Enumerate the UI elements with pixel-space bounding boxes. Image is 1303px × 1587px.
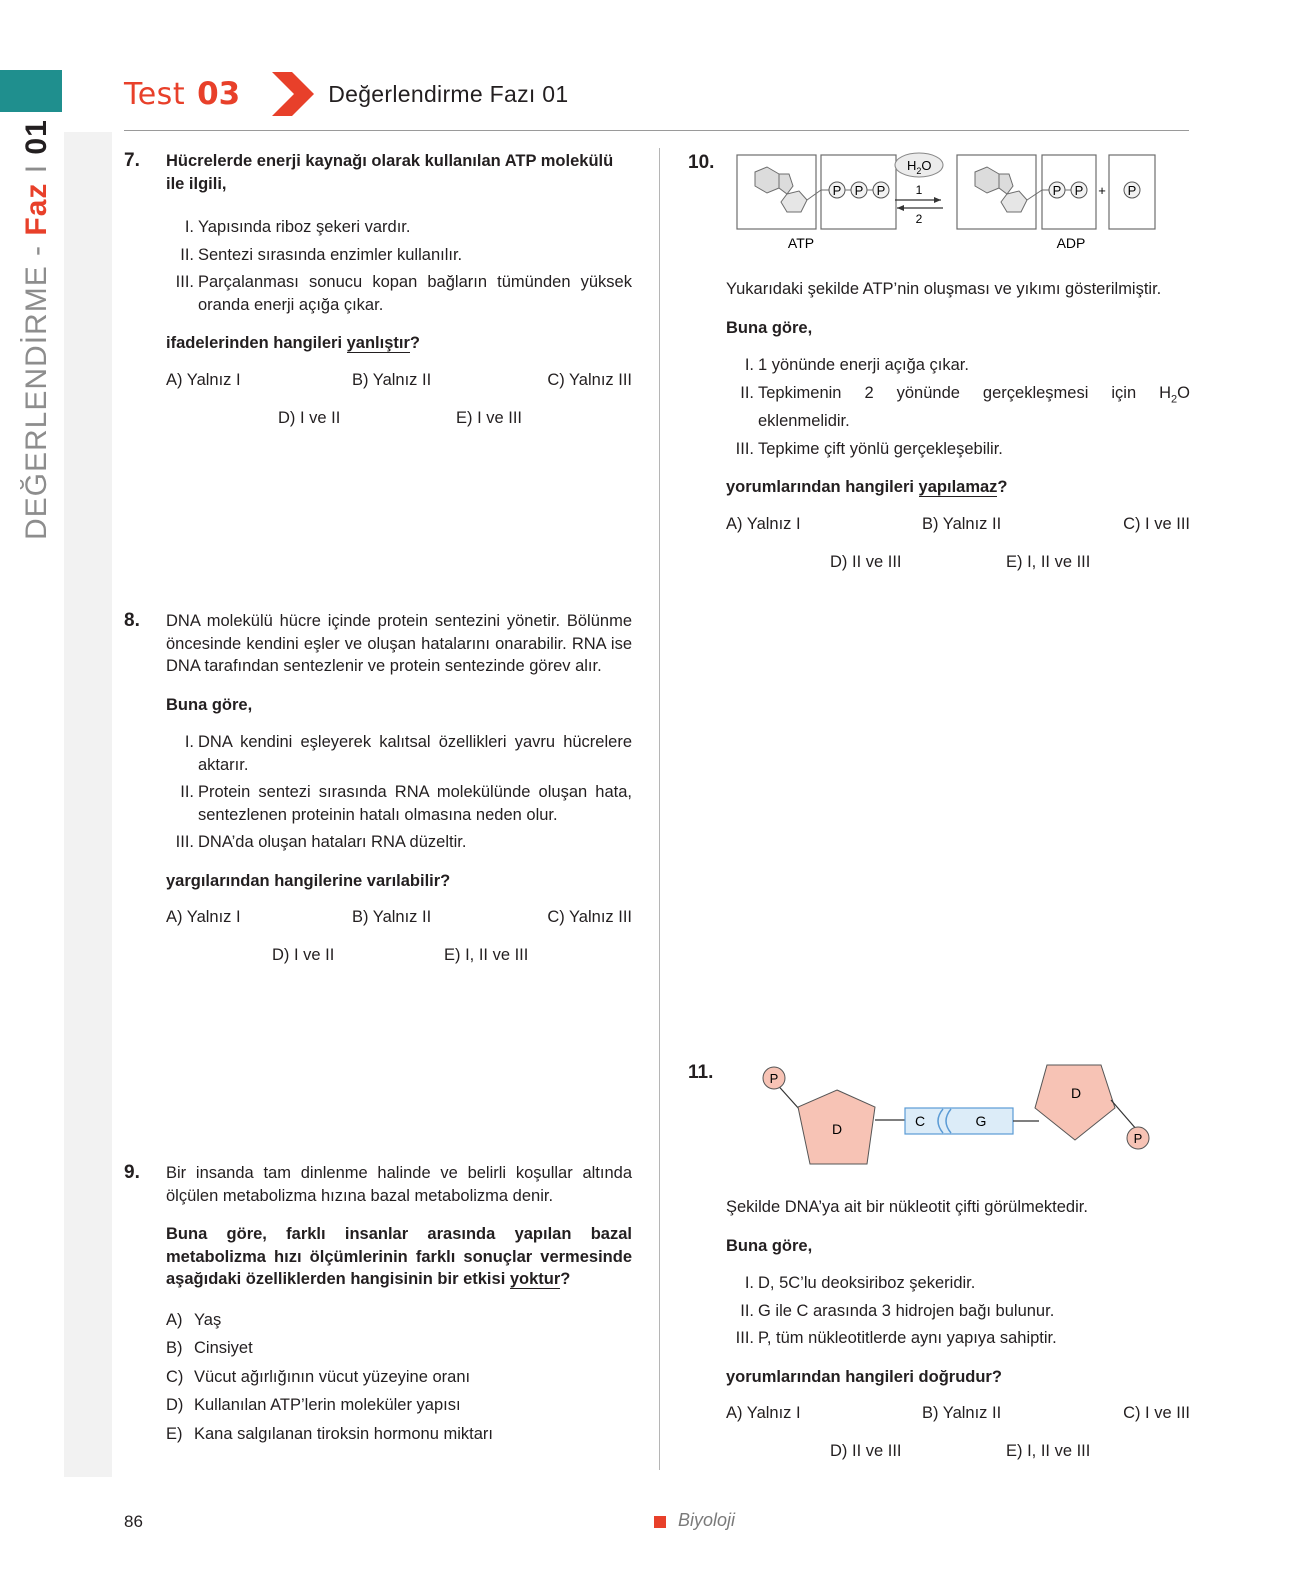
- atp-sugar-box: [737, 155, 816, 229]
- question-10-lead: Buna göre,: [726, 318, 813, 337]
- option-b[interactable]: B) Yalnız II: [352, 908, 432, 926]
- option-d[interactable]: D) Kullanılan ATP’lerin moleküler yapısı: [166, 1396, 461, 1414]
- question-8-number: 8.: [124, 610, 140, 631]
- phosphate-right-label: P: [1133, 1131, 1143, 1146]
- question-11-item-3: III. P, tüm nükleotitlerde aynı yapıya sahiptir.: [735, 1329, 1057, 1347]
- question-8-stem: DNA molekülü hücre içinde protein sentezini yönetir. Bölünme öncesinde kendini eşler ve oluşan hatalarını onarabilir. RNA ise DNA tarafından sentezlenir ve protein sentezinde görev alır.: [166, 612, 632, 675]
- page-title: Değerlendirme Fazı 01: [328, 80, 569, 107]
- option-a[interactable]: A) Yalnız I: [726, 1404, 801, 1422]
- question-7-item-2: II. Sentezi sırasında enzimler kullanılır.: [180, 245, 463, 264]
- option-c[interactable]: C) Yalnız III: [547, 370, 632, 389]
- question-10-stem: Yukarıdaki şekilde ATP’nin oluşması ve yıkımı gösterilmiştir.: [726, 280, 1162, 298]
- question-10-options-row2: [726, 551, 1190, 589]
- option-a[interactable]: A) Yalnız I: [166, 908, 241, 926]
- nucleotide-pair-diagram: [755, 1060, 1155, 1180]
- page-number: 86: [124, 1512, 143, 1531]
- phosphate-left-label: P: [769, 1071, 779, 1086]
- question-11-ask: yorumlarından hangileri doğrudur?: [726, 1367, 1002, 1386]
- option-d[interactable]: D) II ve III: [830, 552, 902, 571]
- question-8-options-row2: [166, 944, 632, 982]
- sidebar-label: DEĞERLENDİRME - Faz I 01: [20, 119, 53, 540]
- question-9-ask: Buna göre, farklı insanlar arasında yapılan bazal metabolizma hızı ölçümlerinin farklı sonuçlar vermesinde aşağıdaki özelliklerden hangisinin bir etkisi yoktur?: [166, 1225, 632, 1288]
- option-e[interactable]: E) I, II ve III: [444, 946, 529, 964]
- option-c[interactable]: C) Vücut ağırlığının vücut yüzeyine oranı: [166, 1367, 471, 1386]
- question-7-options-row2: [166, 407, 632, 445]
- question-11-options-row2: [726, 1440, 1190, 1478]
- question-11: [726, 1196, 1190, 1478]
- phosphate-label: P: [876, 183, 886, 198]
- question-9-stem: Bir insanda tam dinlenme halinde ve belirli koşullar altında ölçülen metabolizma hızına bazal metabolizma denir.: [166, 1164, 632, 1205]
- column-divider: [659, 148, 660, 1470]
- plus-sign: +: [1098, 183, 1106, 198]
- option-b[interactable]: B) Cinsiyet: [166, 1339, 253, 1357]
- guanine-label: G: [975, 1113, 987, 1129]
- question-9: [166, 1162, 632, 1445]
- question-10: [726, 278, 1190, 589]
- question-8-options-row1: [166, 906, 632, 944]
- sugar-right: [1035, 1065, 1115, 1140]
- option-e[interactable]: E) I ve III: [456, 408, 523, 427]
- question-8-ask: yargılarından hangilerine varılabilir?: [166, 871, 451, 890]
- question-8-lead: Buna göre,: [166, 695, 253, 714]
- question-7-ask: ifadelerinden hangileri yanlıştır?: [166, 334, 420, 352]
- option-e[interactable]: E) I, II ve III: [1006, 552, 1091, 571]
- option-a[interactable]: A) Yalnız I: [166, 370, 241, 389]
- option-d[interactable]: D) I ve II: [272, 946, 335, 964]
- question-10-item-2: II. Tepkimenin 2 yönünde gerçekleşmesi için $H_2O$ eklenmelidir.: [740, 383, 1190, 431]
- atp-label: ATP: [787, 235, 815, 251]
- phosphate-label: P: [1074, 183, 1084, 198]
- question-11-item-2: II. G ile C arasında 3 hidrojen bağı bulunur.: [740, 1301, 1055, 1320]
- question-11-stem: Şekilde DNA’ya ait bir nükleotit çifti görülmektedir.: [726, 1198, 1088, 1216]
- sugar-right-label: D: [1070, 1085, 1082, 1101]
- question-8-item-1: I. DNA kendini eşleyerek kalıtsal özellikleri yavru hücrelere aktarır.: [184, 733, 632, 774]
- question-9-number: 9.: [124, 1162, 140, 1183]
- option-b[interactable]: B) Yalnız II: [922, 1404, 1002, 1422]
- question-8: [166, 610, 632, 982]
- option-d[interactable]: D) II ve III: [830, 1442, 902, 1460]
- phosphate-label: P: [832, 183, 842, 198]
- question-8-item-3: III. DNA’da oluşan hataları RNA düzeltir.: [175, 833, 467, 851]
- question-10-ask: yorumlarından hangileri yapılamaz?: [726, 478, 1008, 497]
- option-e[interactable]: E) Kana salgılanan tiroksin hormonu miktarı: [166, 1424, 493, 1443]
- option-a[interactable]: A) Yalnız I: [726, 514, 801, 533]
- option-b[interactable]: B) Yalnız II: [922, 514, 1002, 533]
- header-divider: [124, 130, 1189, 131]
- phosphate-label: P: [854, 183, 864, 198]
- phosphate-label: P: [1052, 183, 1062, 198]
- question-7: [166, 150, 632, 445]
- option-b[interactable]: B) Yalnız II: [352, 370, 432, 389]
- option-c[interactable]: C) I ve III: [1123, 1404, 1190, 1422]
- option-c[interactable]: C) Yalnız III: [547, 908, 632, 926]
- option-e[interactable]: E) I, II ve III: [1006, 1442, 1091, 1460]
- phosphate-bond-right: [1111, 1100, 1137, 1130]
- adp-sugar-box: [957, 155, 1036, 229]
- question-11-lead: Buna göre,: [726, 1236, 813, 1255]
- sugar-left-label: D: [831, 1121, 843, 1137]
- question-10-options-row1: [726, 513, 1190, 551]
- atp-adp-diagram: [735, 150, 1185, 260]
- page-header: [124, 72, 568, 116]
- question-7-item-1: I. Yapısında riboz şekeri vardır.: [184, 218, 411, 236]
- subject-square-icon: [654, 1516, 666, 1528]
- adp-label: ADP: [1056, 235, 1086, 251]
- subject-label: Biyoloji: [678, 1510, 736, 1530]
- question-10-item-1: I. 1 yönünde enerji açığa çıkar.: [744, 356, 969, 374]
- question-11-item-1: I. D, 5C’lu deoksiriboz şekeridir.: [744, 1274, 976, 1292]
- question-7-stem: Hücrelerde enerji kaynağı olarak kullanılan ATP molekülü ile ilgili,: [166, 152, 614, 193]
- option-a[interactable]: A) Yaş: [166, 1310, 222, 1329]
- option-c[interactable]: C) I ve III: [1123, 514, 1190, 533]
- sidebar-strip: [64, 132, 112, 1477]
- direction-1-label: 1: [915, 183, 923, 197]
- water-label: $H_2O$: [907, 158, 932, 176]
- option-d[interactable]: D) I ve II: [278, 408, 341, 427]
- direction-2-label: 2: [915, 212, 923, 226]
- test-label: Test: [124, 76, 186, 112]
- question-7-options-row1: [166, 369, 632, 407]
- question-10-item-3: III. Tepkime çift yönlü gerçekleşebilir.: [735, 439, 1003, 458]
- question-11-options-row1: [726, 1402, 1190, 1440]
- question-7-number: 7.: [124, 150, 140, 171]
- question-8-item-2: II. Protein sentezi sırasında RNA molekülünde oluşan hata, sentezlenen proteinin hatalı olmasına neden olur.: [180, 783, 632, 824]
- cytosine-label: C: [914, 1113, 926, 1129]
- question-10-number: 10.: [688, 152, 715, 173]
- question-11-number: 11.: [688, 1062, 714, 1083]
- chevron-right-icon: [272, 72, 314, 116]
- phosphate-label: P: [1127, 183, 1137, 198]
- test-number: 03: [197, 76, 241, 112]
- question-7-item-3: III. Parçalanması sonucu kopan bağların tümünden yüksek oranda enerji açığa çıkar.: [175, 273, 632, 314]
